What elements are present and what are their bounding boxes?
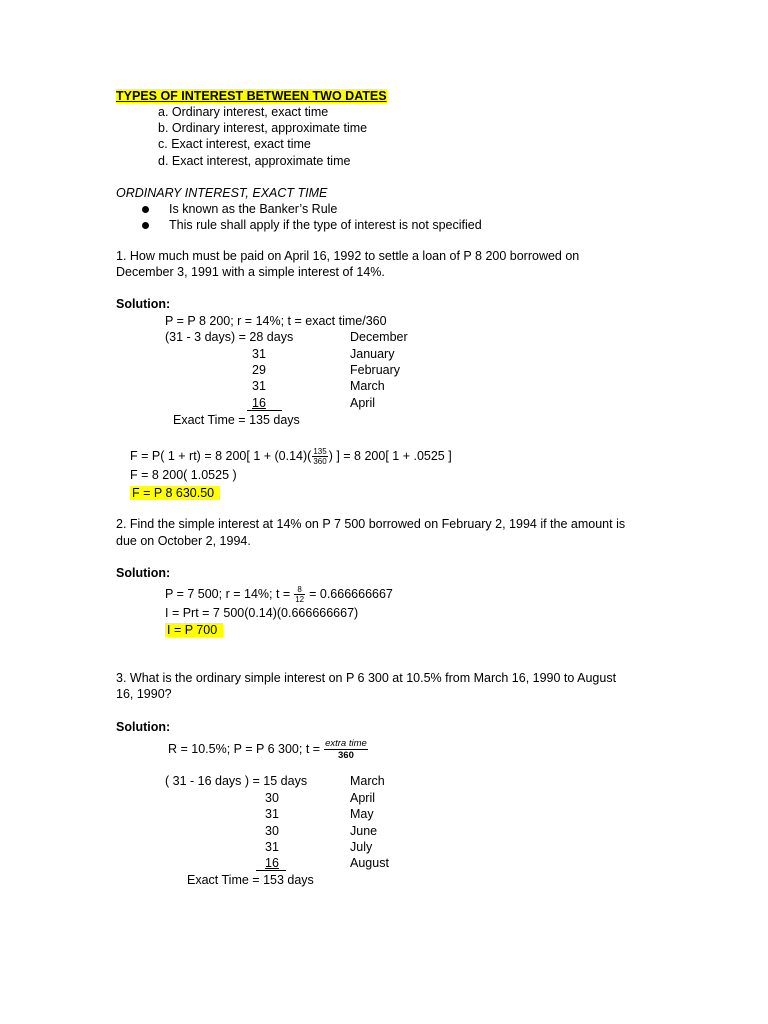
- problem-2-question-line-1: 2. Find the simple interest at 14% on P 7 500 borrowed on February 2, 1994 if the amount is: [116, 517, 626, 531]
- type-a: a. Ordinary interest, exact time: [158, 105, 329, 119]
- section-heading: ORDINARY INTEREST, EXACT TIME: [116, 186, 328, 200]
- problem-1-formula-1: [130, 447, 452, 466]
- problem-3-month: May: [350, 807, 374, 821]
- fraction-numerator: extra time: [325, 738, 367, 749]
- problem-1-month: February: [350, 363, 401, 377]
- type-b: b. Ordinary interest, approximate time: [158, 121, 368, 135]
- fraction: [294, 585, 305, 604]
- formula-part: ) ] = 8 200[ 1 + .0525 ]: [328, 448, 452, 463]
- problem-3-question-line-1: 3. What is the ordinary simple interest on P 6 300 at 10.5% from March 16, 1990 to August: [116, 671, 617, 685]
- answer-highlight: I = P 700: [165, 623, 223, 637]
- problem-2-question-line-2: due on October 2, 1994.: [116, 534, 251, 548]
- problem-3-month: July: [350, 840, 373, 854]
- problem-1-days: 29: [252, 363, 266, 377]
- fraction: [324, 738, 368, 761]
- type-d: d. Exact interest, approximate time: [158, 154, 351, 168]
- problem-1-days: 31: [252, 347, 266, 361]
- problem-1-question-line-1: 1. How much must be paid on April 16, 1992 to settle a loan of P 8 200 borrowed on: [116, 249, 580, 263]
- fraction-numerator: 135: [313, 447, 327, 456]
- problem-1-answer: [130, 485, 220, 501]
- bullet-icon: [142, 206, 149, 213]
- answer-highlight: F = P 8 630.50: [130, 486, 220, 500]
- problem-1-given: P = P 8 200; r = 14%; t = exact time/360: [165, 314, 387, 328]
- page-title: TYPES OF INTEREST BETWEEN TWO DATES: [116, 89, 387, 103]
- problem-2-formula: I = Prt = 7 500(0.14)(0.666666667): [165, 606, 359, 620]
- formula-part: F = P( 1 + rt) = 8 200[ 1 + (0.14)(: [130, 448, 312, 463]
- formula-part: = 0.666666667: [309, 586, 393, 601]
- fraction: [312, 447, 327, 466]
- problem-3-month: August: [350, 856, 389, 870]
- problem-1-days: (31 - 3 days) = 28 days: [165, 330, 294, 344]
- problem-2-given: [165, 585, 393, 604]
- problem-3-month: June: [350, 824, 378, 838]
- problem-1-exact-time: Exact Time = 135 days: [173, 413, 300, 427]
- problem-3-question-line-2: 16, 1990?: [116, 687, 172, 701]
- problem-3-month: March: [350, 774, 385, 788]
- problem-1-formula-2: F = 8 200( 1.0525 ): [130, 468, 237, 482]
- problem-3-exact-time: Exact Time = 153 days: [187, 873, 314, 887]
- problem-1-days: 31: [252, 379, 266, 393]
- sum-rule: [256, 870, 286, 871]
- bullet-item: This rule shall apply if the type of interest is not specified: [169, 218, 482, 232]
- bullet-icon: [142, 222, 149, 229]
- problem-1-month: December: [350, 330, 408, 344]
- problem-3-days: 16: [265, 856, 279, 870]
- problem-2-solution-label: Solution:: [116, 566, 171, 580]
- problem-1-month: March: [350, 379, 385, 393]
- bullet-item: Is known as the Banker’s Rule: [169, 202, 338, 216]
- formula-part: R = 10.5%; P = P 6 300; t =: [168, 741, 321, 756]
- problem-3-days: 31: [265, 840, 279, 854]
- fraction-denominator: 12: [295, 595, 305, 604]
- problem-1-solution-label: Solution:: [116, 297, 171, 311]
- formula-part: P = 7 500; r = 14%; t =: [165, 586, 291, 601]
- problem-3-days: 30: [265, 824, 279, 838]
- problem-2-answer: [165, 622, 223, 638]
- problem-3-days: 30: [265, 791, 279, 805]
- fraction-denominator: 360: [338, 750, 354, 761]
- problem-3-solution-label: Solution:: [116, 720, 171, 734]
- problem-3-days: 31: [265, 807, 279, 821]
- sum-rule: [247, 410, 282, 411]
- problem-3-days: ( 31 - 16 days ) = 15 days: [165, 774, 308, 788]
- problem-1-days: 16: [252, 396, 266, 410]
- problem-3-given: [168, 738, 369, 761]
- fraction-denominator: 360: [313, 457, 327, 466]
- problem-1-month: January: [350, 347, 395, 361]
- problem-3-month: April: [350, 791, 376, 805]
- problem-1-question-line-2: December 3, 1991 with a simple interest of 14%.: [116, 265, 385, 279]
- type-c: c. Exact interest, exact time: [158, 137, 311, 151]
- problem-1-month: April: [350, 396, 376, 410]
- fraction-numerator: 8: [294, 585, 305, 595]
